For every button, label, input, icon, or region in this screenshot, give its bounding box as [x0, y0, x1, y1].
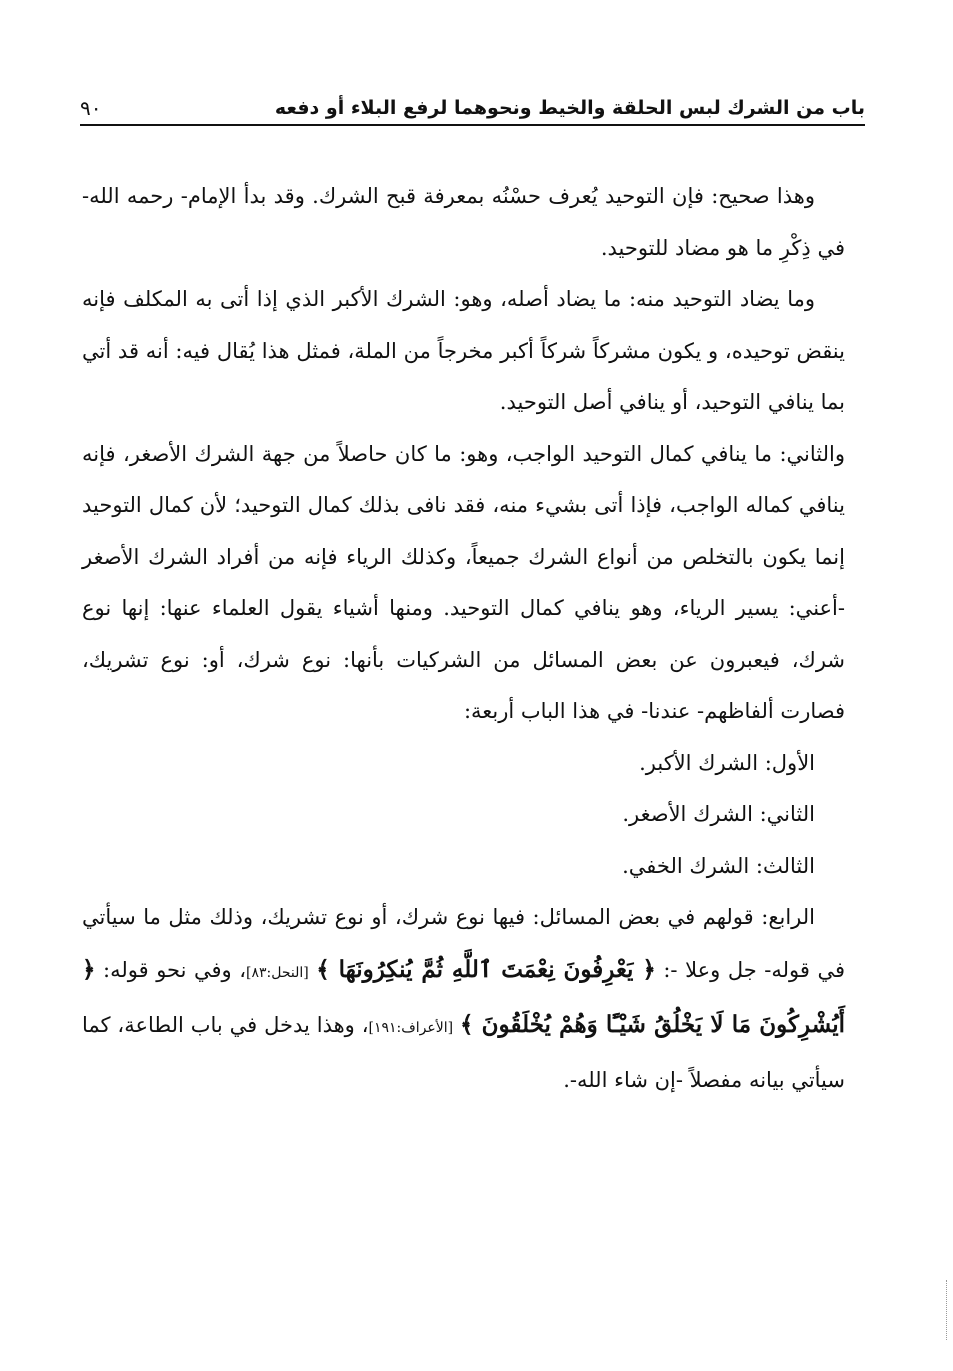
paragraph-fourth-text-a: الرابع: قولهم في بعض المسائل: فيها نوع شرك، أو نوع تشريك، وذلك مثل ما سيأتي في قوله- جل وعلا -:: [82, 905, 845, 982]
list-item-second: الثاني: الشرك الأصغر.: [622, 802, 815, 826]
body-text: [82, 171, 845, 1106]
list-item-third: الثالث: الشرك الخفي.: [622, 853, 815, 878]
paragraph-fourth-text-b: ، وفي نحو قوله:: [95, 957, 246, 982]
paragraph-major-shirk: وما يضاد التوحيد منه: ما يضاد أصله، وهو: الشرك الأكبر الذي إذا أتى به المكلف فإنه ينقض توحيده، و يكون مشركاً شركاً أكبر مخرجاً من الملة، فمثل هذا يُقال فيه: أنه قد أتي بما ينافي التوحيد، أو ينافي أصل التوحيد.: [82, 287, 845, 414]
paragraph-minor-shirk: والثاني: ما ينافي كمال التوحيد الواجب، وهو: ما كان حاصلاً من جهة الشرك الأصغر، فإنه ينافي كماله الواجب، فإذا أتى بشيء منه، فقد نافى بذلك كمال التوحيد؛ لأن كمال التوحيد إنما يكون بالتخلص من أنواع الشرك جميعاً، وكذلك الرياء فإنه من أفراد الشرك الأصغر -أعني: يسير الرياء، وهو ينافي كمال التوحيد. ومنها أشياء يقول العلماء عنها: إنها نوع شرك، فيعبرون عن بعض المسائل من الشركيات بأنها: نوع شرك، أو: نوع تشريك، فصارت ألفاظهم- عندنا- في هذا الباب أربعة:: [82, 441, 845, 723]
quran-verse-araf: ﴿ أَيُشْرِكُونَ مَا لَا يَخْلُقُ شَيْـًٔا وَهُمْ يُخْلَقُونَ ﴾: [82, 955, 846, 1038]
chapter-title: باب من الشرك لبس الحلقة والخيط ونحوهما لرفع البلاء أو دفعه: [274, 97, 865, 119]
verse-reference-araf: [الأعراف:١٩١]: [368, 1020, 454, 1036]
header-rule: [80, 124, 865, 126]
list-item-first: الأول: الشرك الأكبر.: [639, 750, 815, 775]
paragraph-fourth-text-c: ، وهذا يدخل في باب الطاعة، كما سيأتي بيانه مفصلاً -إن شاء الله-.: [82, 1013, 845, 1092]
verse-reference-nahl: [النحل:٨٣]: [246, 964, 309, 981]
running-header: [80, 88, 865, 122]
quran-verse-nahl: ﴿ يَعْرِفُونَ نِعْمَتَ ٱللَّهِ ثُمَّ يُنكِرُونَهَا ﴾: [316, 955, 656, 983]
paragraph-intro: وهذا صحيح: فإن التوحيد يُعرف حسْنُه بمعرفة قبح الشرك. وقد بدأ الإمام- رحمه الله- في ذِكْرِ ما هو مضاد للتوحيد.: [82, 184, 845, 260]
page-number: ٩٠: [80, 96, 102, 120]
paragraph-fourth: [82, 892, 845, 1106]
margin-scan-mark: [940, 1280, 947, 1340]
